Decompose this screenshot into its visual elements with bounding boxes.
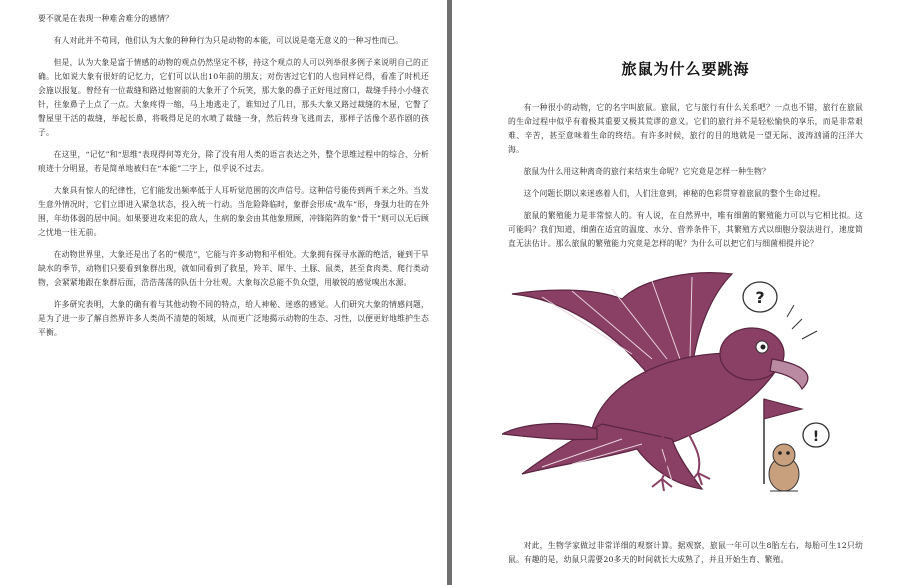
exclamation-mark: ! (812, 429, 820, 445)
left-paragraph-1: 要不就是在表现一种难舍难分的感情？ (38, 14, 174, 23)
bird-beak (770, 359, 808, 389)
chapter-title: 旅鼠为什么要跳海 (621, 60, 750, 78)
right-paragraph-2: 旅鼠为什么用这种离奇的旅行来结束生命呢？它究竟是怎样一种生物？ (523, 167, 770, 176)
question-mark: ? (755, 288, 765, 307)
left-paragraph-6: 在动物世界里，大象还是出了名的“模范”，它能与许多动物和平相处。大象拥有探寻水源的绝活，碰到干旱缺水的季节，动物们只要看到象群出现，就如同看到了救星，羚羊、犀牛、土豚、鼠类，甚至食肉类、爬行类动物，会紧紧地跟在象群后面，浩浩荡荡的队伍十分壮观。大象每次总能不负众望，用敏锐的感觉嗅出水源。 (38, 250, 429, 287)
left-paragraph-2: 有人对此并不苟同，他们认为大象的种种行为只是动物的本能，可以说是毫无意义的一种习性而已。 (53, 36, 404, 45)
left-paragraph-7: 许多研究表明，大象的确有着与其他动物不同的特点，给人神秘、迷惑的感觉。人们研究大象的情感问题，是为了进一步了解自然界许多人类尚不清楚的领域，从而更广泛地揭示动物的生态、习性，以便更好地维护生态平衡。 (38, 300, 429, 337)
right-paragraph-5: 对此，生物学家做过非常详细的观察计算。据观察，旅鼠一年可以生8胎左右，每胎可生12只幼鼠。有趣的是，幼鼠只需要20多天的时间就长大成熟了，并且开始生育、繁殖。 (508, 541, 863, 564)
right-paragraph-3: 这个问题长期以来迷惑着人们，人们注意到，神秘的色彩贯穿着旅鼠的整个生命过程。 (523, 189, 826, 198)
right-paragraph-1: 有一种很小的动物，它的名字叫旅鼠。旅鼠，它与旅行有什么关系吧？一点也不错，旅行在旅鼠的生命过程中似乎有着极其重要又极其荒谬的意义。它们的旅行并不是轻松愉快的享乐，而是非常艰难、辛苦，甚至意味着生命的终结。有许多时候，旅行的目的地就是一望无际、波涛汹涌的汪洋大海。 (508, 103, 863, 154)
bird-tail (502, 424, 597, 440)
flag (764, 399, 802, 419)
right-paragraph-4: 旅鼠的繁殖能力是非常惊人的。有人说，在自然界中，唯有细菌的繁殖能力可以与它相比拟。这可能吗？我们知道，细菌在适宜的温度、水分、营养条件下，其繁殖方式以细胞分裂法进行，速度简直无法估计。那么旅鼠的繁殖能力究竟是怎样的呢？为什么可以把它们与细菌相提并论？ (508, 211, 863, 248)
left-paragraph-4: 在这里，“记忆”和“思维”表现得何等充分，除了没有用人类的语言表达之外，整个思维过程中的综合、分析痕迹十分明显，若是简单地被归在“本能”二字上，似乎说不过去。 (38, 150, 429, 173)
right-page (452, 0, 899, 585)
left-paragraph-3: 但是，认为大象是富于情感的动物的观点仍然坚定不移，持这个观点的人可以列举很多例子来说明自己的正确。比如说大象有很好的记忆力，它们可以认出10年前的朋友；对伤害过它们的人也同样记得，看准了时机还会施以报复。曾经有一位裁缝和路过他窗前的大象开了个玩笑，那大象的鼻子正好甩过窗口，裁缝手持小小缝衣针，往象鼻子上点了一点。大象疼得一缩，马上地逃走了，谁知过了几日，那头大象又路过裁缝的木屋，它瞥了瞥屋里干活的裁缝，举起长鼻，将吸得足足的水喷了裁缝一身，然后转身飞逃而去，那样子活像个恶作剧的孩子。 (38, 58, 429, 137)
bird-and-lemming-illustration (502, 259, 862, 519)
left-page (0, 0, 447, 585)
lemming (764, 399, 802, 491)
left-paragraph-5: 大象具有惊人的纪律性，它们能发出频率低于人耳听觉范围的次声信号。这种信号能传到两千米之外。当发生意外情况时，它们立即进入紧急状态，投入统一行动。当危险降临时，象群会形成“战车”形，身强力壮的在外围，年幼体弱的居中间。如果要进攻来犯的敌人，生病的象会由其他象照顾，冲锋陷阵的象“骨干”则可以无后顾之忧地一往无前。 (38, 186, 429, 237)
motion-lines (787, 305, 817, 339)
